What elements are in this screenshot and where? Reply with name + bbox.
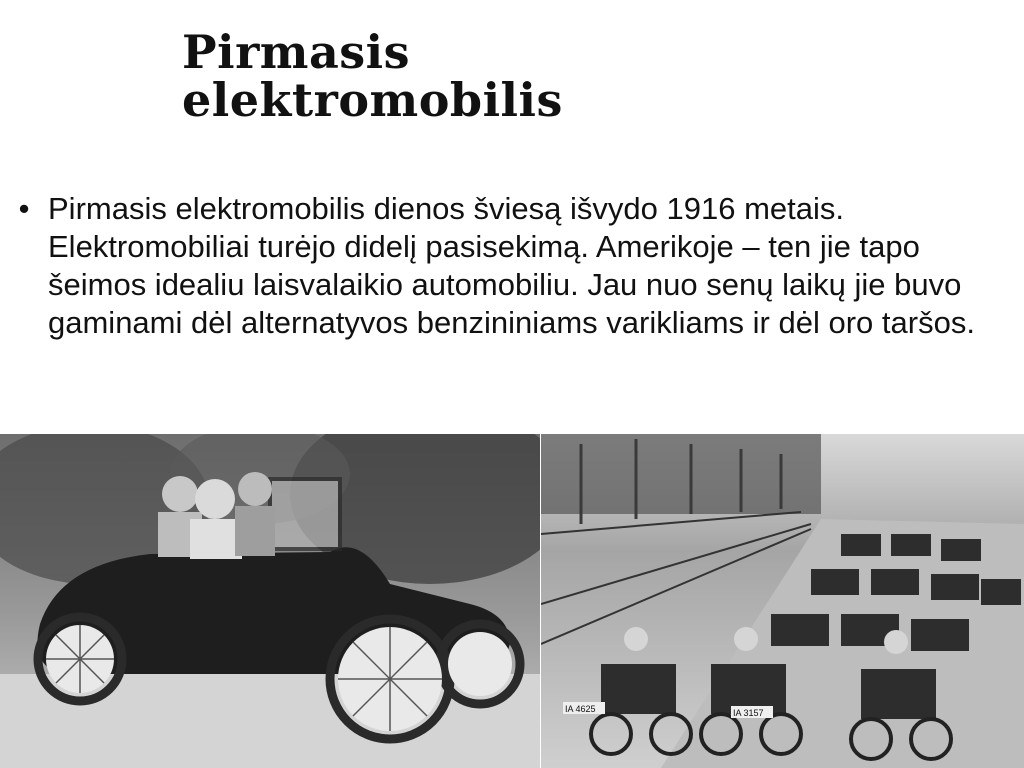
- car-fleet-illustration: [541, 434, 1024, 768]
- slide-title-line-2: elektromobilis: [182, 73, 563, 127]
- slide-title: [182, 25, 882, 127]
- plate-text-1: IA 4625: [565, 704, 596, 714]
- plate-text-2: IA 3157: [733, 708, 764, 718]
- bullet-list: [14, 190, 1014, 342]
- photo-vintage-electric-car: [0, 434, 540, 768]
- slide-title-line-1: Pirmasis: [182, 25, 411, 79]
- bullet-marker: •: [18, 191, 30, 226]
- vintage-car-illustration: [0, 434, 540, 768]
- bullet-text: Pirmasis elektromobilis dienos šviesą išvydo 1916 metais. Elektromobiliai turėjo didelį pasisekimą. Amerikoje – ten jie tapo šeimos idealiu laisvalaikio automobiliu. Jau nuo senų laikų jie buvo gaminami dėl alternatyvos benzininiams varikliams ir dėl oro taršos.: [48, 191, 975, 340]
- photo-electric-car-fleet: [541, 434, 1024, 768]
- bullet-item: [14, 190, 1014, 342]
